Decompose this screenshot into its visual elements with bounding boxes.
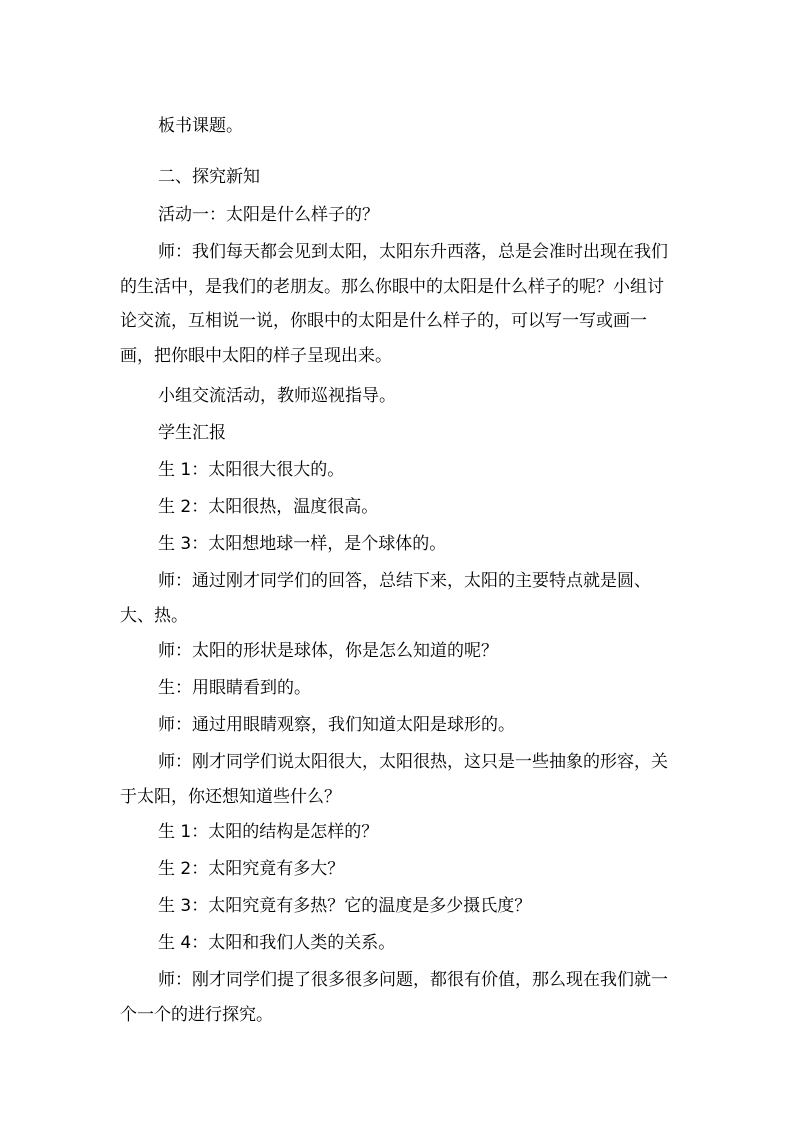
paragraph-teacher-intro: 师：我们每天都会见到太阳，太阳东升西落，总是会准时出现在我们的生活中，是我们的老朋友。那么你眼中的太阳是什么样子的呢？小组讨论交流，互相说一说，你眼中的太阳是什么样子的，可以写一写或画一画，把你眼中太阳的样子呈现出来。	[120, 242, 668, 366]
paragraph-student-2: 生 2：太阳很热，温度很高。	[158, 497, 379, 517]
paragraph-student-q2: 生 2：太阳究竟有多大？	[158, 859, 345, 879]
heading-activity-one: 活动一：太阳是什么样子的？	[158, 205, 379, 225]
paragraph-teacher-observation: 师：通过用眼睛观察，我们知道太阳是球形的。	[158, 715, 515, 735]
paragraph-student-1: 生 1：太阳很大很大的。	[158, 460, 345, 480]
paragraph-student-3: 生 3：太阳想地球一样，是个球体的。	[158, 534, 447, 554]
paragraph-group-activity: 小组交流活动，教师巡视指导。	[158, 386, 396, 406]
paragraph-student-q4: 生 4：太阳和我们人类的关系。	[158, 933, 396, 953]
paragraph-student-answer: 生：用眼睛看到的。	[158, 678, 311, 698]
paragraph-board-title: 板书课题。	[158, 116, 243, 136]
paragraph-student-q3: 生 3：太阳究竟有多热？它的温度是多少摄氏度？	[158, 896, 532, 916]
paragraph-teacher-conclusion: 师：刚才同学们提了很多很多问题，都很有价值，那么现在我们就一个一个的进行探究。	[120, 970, 668, 1025]
paragraph-teacher-summary: 师：通过刚才同学们的回答，总结下来，太阳的主要特点就是圆、大、热。	[120, 571, 651, 626]
paragraph-teacher-prompt: 师：刚才同学们说太阳很大，太阳很热，这只是一些抽象的形容，关于太阳，你还想知道些什么？	[120, 752, 668, 807]
paragraph-student-q1: 生 1：太阳的结构是怎样的？	[158, 822, 379, 842]
paragraph-student-report: 学生汇报	[158, 423, 226, 443]
paragraph-teacher-question: 师：太阳的形状是球体，你是怎么知道的呢？	[158, 641, 498, 661]
heading-explore-new-knowledge: 二、探究新知	[158, 167, 260, 187]
